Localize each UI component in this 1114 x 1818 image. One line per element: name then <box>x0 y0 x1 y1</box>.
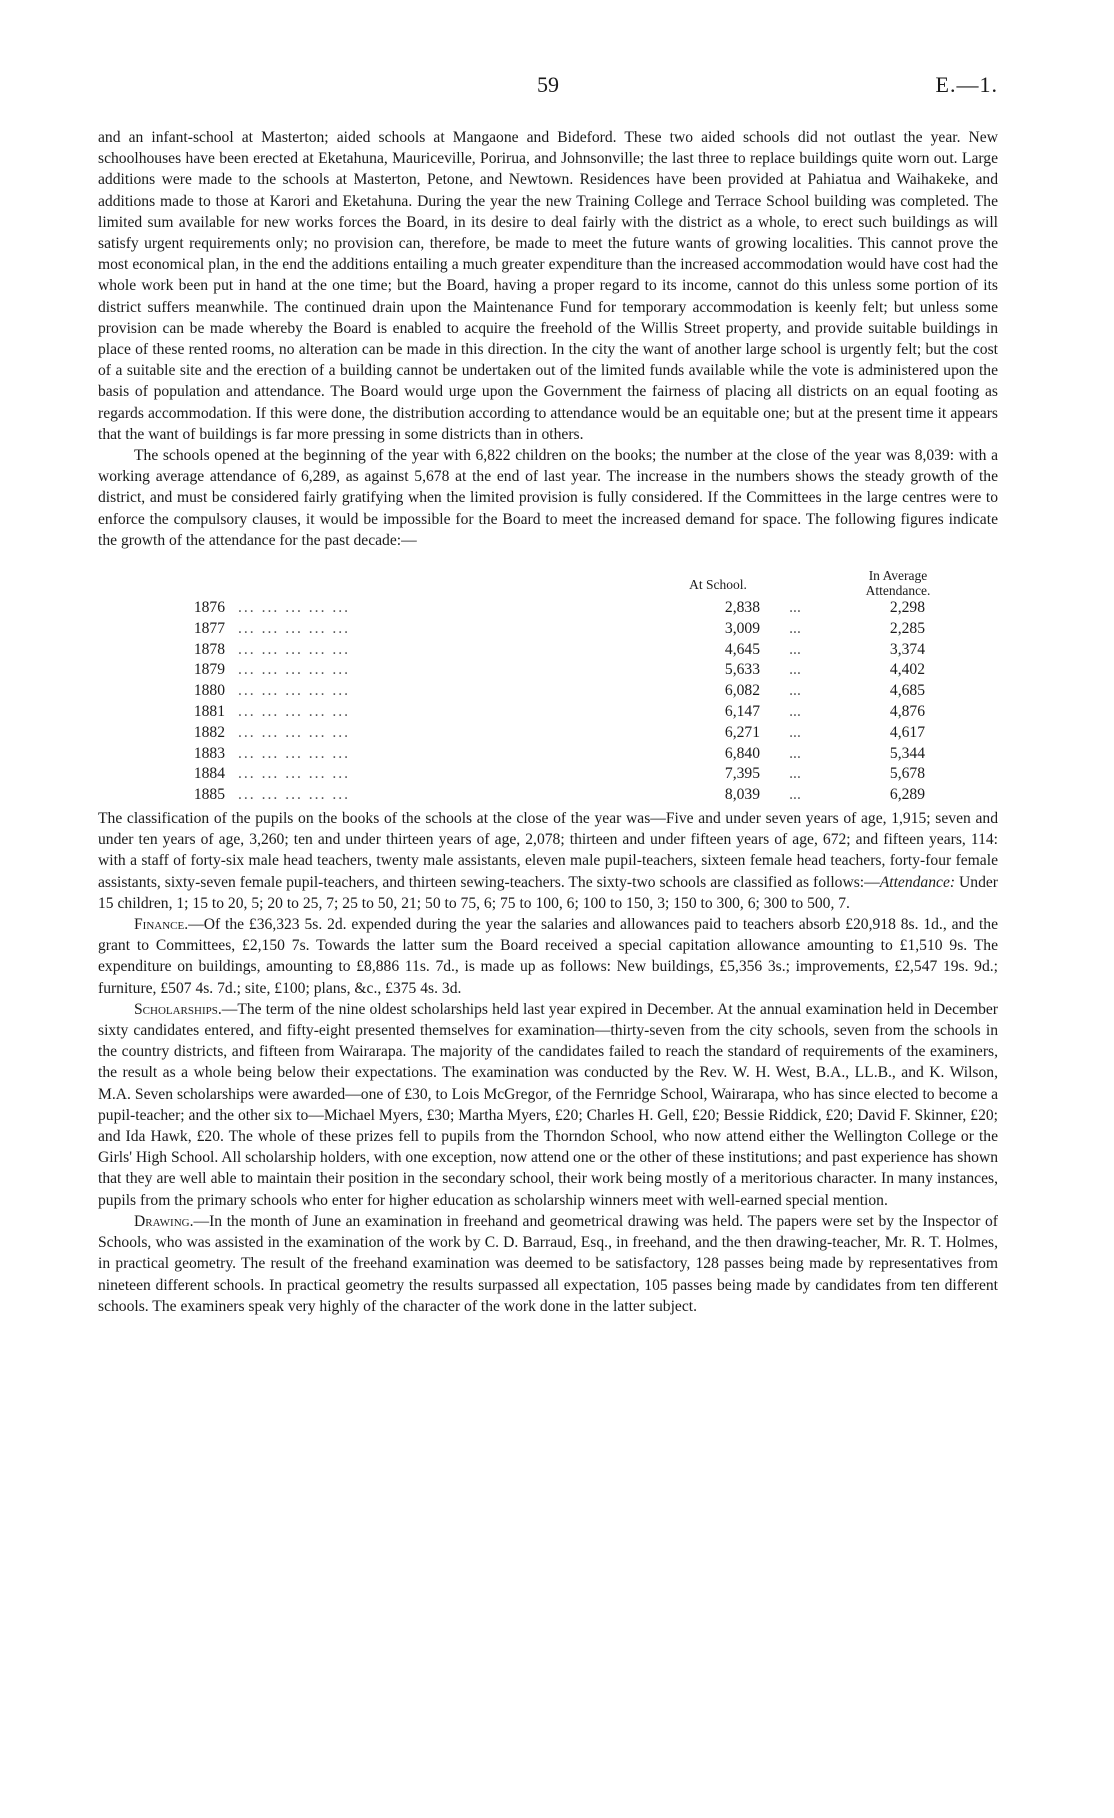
separator-dots: ... <box>789 682 801 700</box>
paragraph-drawing <box>98 1211 998 1317</box>
year-cell: 1877 <box>193 619 225 637</box>
at-school-cell: 3,009 <box>724 619 760 637</box>
leader-dots: ... ... ... ... ... <box>238 786 351 804</box>
page-header <box>98 72 998 102</box>
at-school-cell: 2,838 <box>724 599 760 617</box>
drawing-text: —In the month of June an examination in freehand and geometrical drawing was held. The papers were set by the Inspector of Schools, who was assisted in the examination of the work by C. D. Barraud, Esq., in freehand, and the then drawing-teacher, Mr. R. T. Holmes, in practical geometry. The result of the freehand examination was deemed to be satisfactory, 128 passes being made by representatives from nineteen different schools. In practical geometry the results surpassed all expectation, 105 passes being made by candidates from ten different schools. The examiners speak very highly of the character of the work done in the latter subject. <box>98 1212 998 1315</box>
column-header-average-line2: Attendance. <box>865 583 931 599</box>
leader-dots: ... ... ... ... ... <box>238 703 351 721</box>
at-school-cell: 7,395 <box>724 765 760 783</box>
year-cell: 1881 <box>193 703 225 721</box>
separator-dots: ... <box>789 765 801 783</box>
table-row <box>98 723 998 744</box>
leader-dots: ... ... ... ... ... <box>238 640 351 658</box>
finance-heading: Finance. <box>134 916 189 934</box>
leader-dots: ... ... ... ... ... <box>238 682 351 700</box>
section-reference: E.—1. <box>935 72 998 97</box>
scholarships-heading: Scholarships. <box>134 1000 222 1018</box>
column-header-at-school: At School. <box>689 577 747 593</box>
year-cell: 1882 <box>193 723 225 741</box>
at-school-cell: 6,840 <box>724 744 760 762</box>
separator-dots: ... <box>789 744 801 762</box>
attendance-table <box>98 554 998 806</box>
leader-dots: ... ... ... ... ... <box>238 765 351 783</box>
leader-dots: ... ... ... ... ... <box>238 599 351 617</box>
average-attendance-cell: 4,617 <box>889 723 925 741</box>
year-cell: 1880 <box>193 682 225 700</box>
table-row <box>98 702 998 723</box>
separator-dots: ... <box>789 640 801 658</box>
average-attendance-cell: 4,685 <box>889 682 925 700</box>
at-school-cell: 6,082 <box>724 682 760 700</box>
column-header-average-attendance <box>810 568 986 598</box>
average-attendance-cell: 5,344 <box>889 744 925 762</box>
separator-dots: ... <box>789 703 801 721</box>
document-body <box>98 127 998 1317</box>
column-header-average-line1: In Average <box>868 568 928 584</box>
table-row <box>98 619 998 640</box>
average-attendance-cell: 3,374 <box>889 640 925 658</box>
classification-text: The classification of the pupils on the books of the schools at the close of the year was—Five and under seven years of age, 1,915; seven and under ten years of age, 3,260; ten and under thirteen years of age, 2,078; thirteen and under fifteen years of age, 672; and fifteen years, 114: with a staff of forty-six male head teachers, twenty male assistants, eleven male pupil-teachers, sixteen female head teachers, forty-four female assistants, sixty-seven female pupil-teachers, and thirteen sewing-teachers. The sixty-two schools are classified as follows:— <box>98 810 998 891</box>
at-school-cell: 6,147 <box>724 703 760 721</box>
paragraph-attendance: The schools opened at the beginning of the year with 6,822 children on the books; the number at the close of the year was 8,039: with a working average attendance of 6,289, as against 5,678 at the end of last year. The increase in the numbers shows the steady growth of the district, and must be considered fairly gratifying when the limited provision is fully considered. If the Committees in the large centres were to enforce the compulsory clauses, it would be impossible for the Board to meet the increased demand for space. The following figures indicate the growth of the attendance for the past decade:— <box>98 447 998 549</box>
table-row <box>98 681 998 702</box>
table-body <box>98 598 998 806</box>
paragraph-finance <box>98 914 998 999</box>
average-attendance-cell: 2,298 <box>889 599 925 617</box>
average-attendance-cell: 6,289 <box>889 786 925 804</box>
separator-dots: ... <box>789 786 801 804</box>
scholarships-text: —The term of the nine oldest scholarships held last year expired in December. At the annual examination held in December sixty candidates entered, and fifty-eight presented themselves for examination—thirty-seven from the city schools, seven from the schools in the country districts, and fifteen from Wairarapa. The majority of the candidates failed to reach the standard of requirements of the examiners, the result as a whole being below their expectations. The examination was conducted by the Rev. W. H. West, B.A., LL.B., and K. Wilson, M.A. Seven scholarships were awarded—one of £30, to Lois McGregor, of the Fernridge School, Wairarapa, who has since elected to become a pupil-teacher; and the other six to—Michael Myers, £30; Martha Myers, £20; Charles H. Gell, £20; Bessie Riddick, £20; David F. Skinner, £20; and Ida Hawk, £20. The whole of these prizes fell to pupils from the Thorndon School, who now attend either the Wellington College or the Girls' High School. All scholarship holders, with one exception, now attend one or the other of these institutions; and past experience has shown that they are well able to maintain their position in the secondary school, their work being mostly of a meritorious character. In many instances, pupils from the primary schools who enter for higher education as scholarship winners meet with well-earned special mention. <box>98 1000 998 1209</box>
at-school-cell: 5,633 <box>724 661 760 679</box>
year-cell: 1878 <box>193 640 225 658</box>
at-school-cell: 8,039 <box>724 786 760 804</box>
separator-dots: ... <box>789 723 801 741</box>
table-row <box>98 598 998 619</box>
separator-dots: ... <box>789 619 801 637</box>
leader-dots: ... ... ... ... ... <box>238 723 351 741</box>
average-attendance-cell: 5,678 <box>889 765 925 783</box>
average-attendance-cell: 4,876 <box>889 703 925 721</box>
leader-dots: ... ... ... ... ... <box>238 661 351 679</box>
paragraph-classification <box>98 808 998 914</box>
table-header <box>98 554 998 598</box>
attendance-label: Attendance: <box>879 873 956 891</box>
finance-text: —Of the £36,323 5s. 2d. expended during the year the salaries and allowances paid to teachers absorb £20,918 8s. 1d., and the grant to Committees, £2,150 7s. Towards the latter sum the Board received a special capitation allowance amounting to £1,510 9s. The expenditure on buildings, amounting to £8,886 11s. 7d., is made up as follows: New buildings, £5,356 3s.; improvements, £2,547 19s. 9d.; furniture, £507 4s. 7d.; site, £100; plans, &c., £375 4s. 3d. <box>98 916 998 997</box>
table-row <box>98 785 998 806</box>
year-cell: 1884 <box>193 765 225 783</box>
table-row <box>98 660 998 681</box>
at-school-cell: 6,271 <box>724 723 760 741</box>
average-attendance-cell: 4,402 <box>889 661 925 679</box>
at-school-cell: 4,645 <box>724 640 760 658</box>
separator-dots: ... <box>789 661 801 679</box>
table-row <box>98 640 998 661</box>
paragraph-buildings: and an infant-school at Masterton; aided schools at Mangaone and Bideford. These two aided schools did not outlast the year. New schoolhouses have been erected at Eketahuna, Mauriceville, Porirua, and Johnsonville; the last three to replace buildings quite worn out. Large additions were made to the schools at Masterton, Petone, and Newtown. Residences have been provided at Pahiatua and Waihakeke, and additions made to those at Karori and Eketahuna. During the year the new Training College and Terrace School building was completed. The limited sum available for new works forces the Board, in its desire to deal fairly with the district as a whole, to erect such buildings as will satisfy urgent requirements only; no provision can, therefore, be made to meet the future wants of growing localities. This cannot prove the most economical plan, in the end the additions entailing a much greater expenditure than the increased accommodation would have cost had the whole work been put in hand at the one time; but the Board, having a proper regard to its income, cannot do this unless some portion of its district suffers meanwhile. The continued drain upon the Maintenance Fund for temporary accommodation is keenly felt; but unless some provision can be made whereby the Board is enabled to acquire the freehold of the Willis Street property, and provide suitable buildings in place of these rented rooms, no alteration can be made in this direction. In the city the want of another large school is urgently felt; but the cost of a suitable site and the erection of a building cannot be undertaken out of the limited funds available while the vote is administered upon the basis of population and attendance. The Board would urge upon the Government the fairness of placing all districts on an equal footing as regards accommodation. If this were done, the distribution according to attendance would be an equitable one; but at the present time it appears that the want of buildings is far more pressing in some districts than in others. <box>98 129 998 443</box>
drawing-heading: Drawing. <box>134 1212 194 1230</box>
paragraph-scholarships <box>98 999 998 1211</box>
year-cell: 1885 <box>193 786 225 804</box>
leader-dots: ... ... ... ... ... <box>238 744 351 762</box>
leader-dots: ... ... ... ... ... <box>238 619 351 637</box>
year-cell: 1883 <box>193 744 225 762</box>
table-row <box>98 764 998 785</box>
year-cell: 1879 <box>193 661 225 679</box>
table-row <box>98 744 998 765</box>
average-attendance-cell: 2,285 <box>889 619 925 637</box>
classification-attendance-text: Under 15 children, 1; 15 to 20, 5; 20 to 25, 7; 25 to 50, 21; 50 to 75, 6; 75 to 100, 6; 100 to 150, 3; 150 to 300, 6; 300 to 500, 7. <box>98 873 998 912</box>
separator-dots: ... <box>789 599 801 617</box>
page-number: 59 <box>537 72 559 97</box>
year-cell: 1876 <box>193 599 225 617</box>
